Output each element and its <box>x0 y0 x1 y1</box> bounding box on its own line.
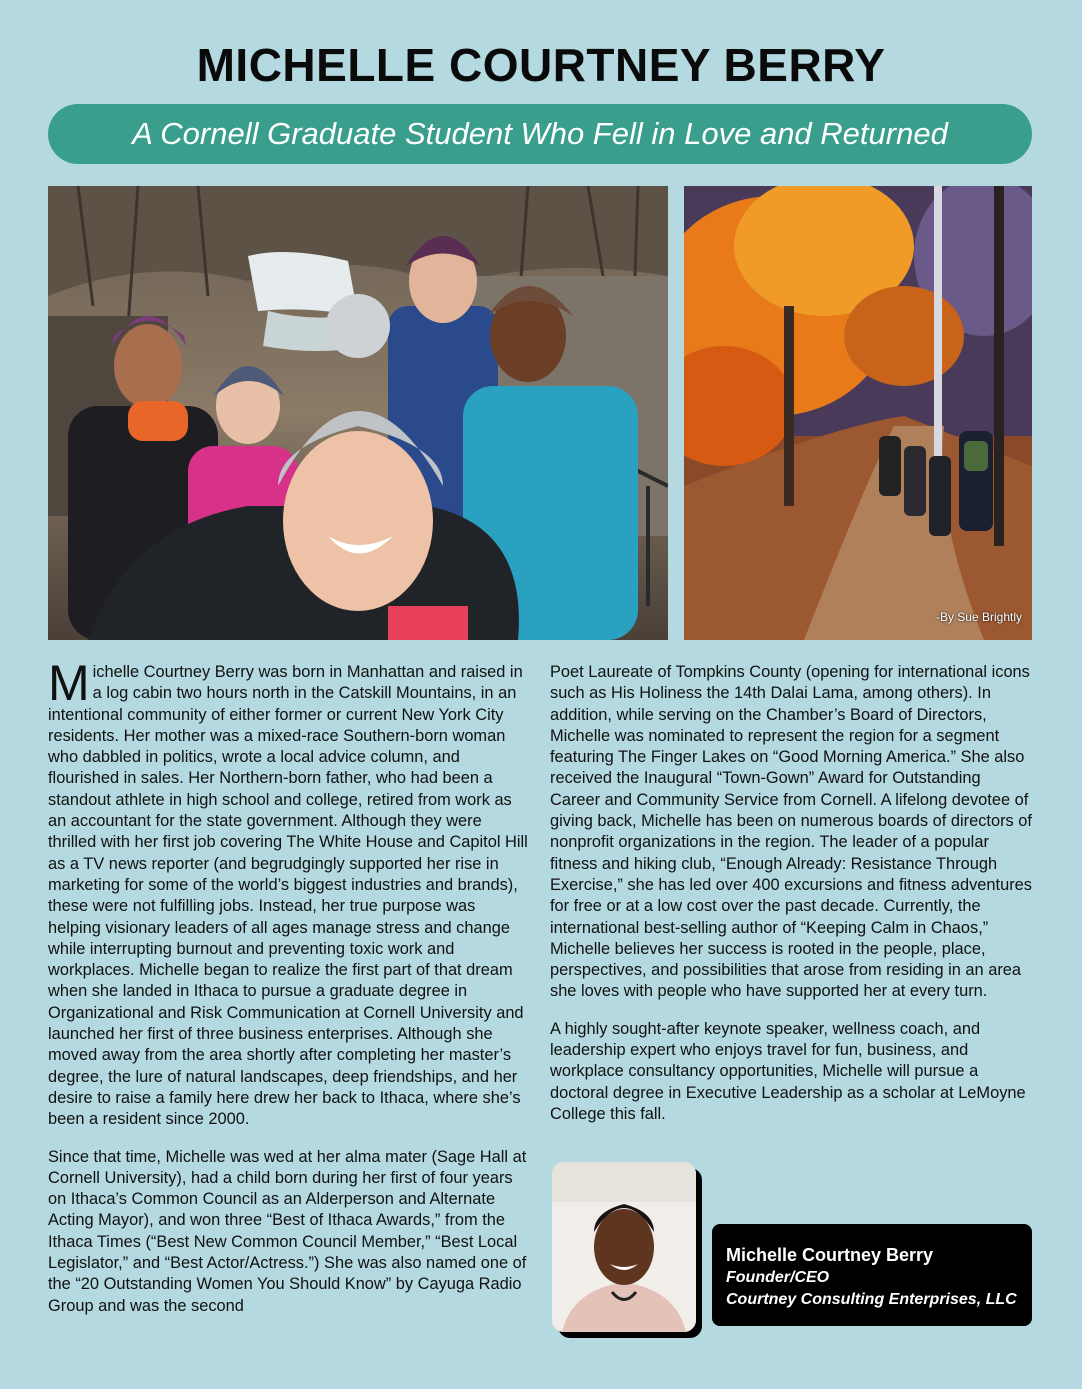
group-selfie-photo <box>48 186 668 640</box>
subtitle-banner <box>48 104 1032 164</box>
article-column-left <box>48 655 532 1333</box>
photo-credit: -By Sue Brightly <box>935 610 1022 624</box>
profile-card <box>712 1224 1032 1326</box>
profile-name: Michelle Courtney Berry <box>726 1245 934 1265</box>
article-column-right <box>550 662 1032 1141</box>
headshot-frame <box>552 1162 702 1338</box>
article-paragraph: Poet Laureate of Tompkins County (opening for international icons such as His Holiness the 14th Dalai Lama, among others). In addition, while serving on the Chamber’s Board of Directors, Michelle was nominated to represent the region for a segment featuring The Finger Lakes on “Good Morning America.” She also received the Inaugural “Town-Gown” Award for Outstanding Career and Community Service from Cornell. A lifelong devotee of giving back, Michelle has been on numerous boards of directors of nonprofit organizations in the region. The leader of a popular fitness and hiking club, “Enough Already: Resistance Through Exercise,” she has led over 400 excursions and fitness adventures for free or at a low cost over the past decade. Currently, the international best-selling author of “Keeping Calm in Chaos,” Michelle believes her success is rooted in the people, place, perspectives, and possibilities that arose from residing in an area she loves with people who have supported her at every turn. <box>550 663 1032 1001</box>
article-paragraph: Since that time, Michelle was wed at her alma mater (Sage Hall at Cornell University), had a child born during her first of four years on Ithaca’s Common Council as an Alderperson and Alternate Acting Mayor), and won three “Best of Ithaca Awards,” from the Ithaca Times (“Best New Common Council Member,” “Best Local Legislator,” and “Best Actor/Actress.”) She was also named one of the “20 Outstanding Women You Should Know” by Cayuga Radio Group and was the second <box>48 1147 527 1315</box>
page-title: MICHELLE COURTNEY BERRY <box>196 39 886 91</box>
drop-cap: M <box>48 655 90 711</box>
headshot-photo <box>552 1162 696 1332</box>
autumn-hike-photo <box>684 186 1032 640</box>
profile-company: Courtney Consulting Enterprises, LLC <box>726 1291 1017 1308</box>
subtitle-text: A Cornell Graduate Student Who Fell in Love and Returned <box>132 116 948 151</box>
article-paragraph: A highly sought-after keynote speaker, wellness coach, and leadership expert who enjoys travel for fun, business, and workplace consultancy opportunities, Michelle will pursue a doctoral degree in Executive Leadership as a scholar at LeMoyne College this fall. <box>550 1019 1026 1123</box>
article-paragraph: Michelle Courtney Berry was born in Manhattan and raised in a log cabin two hours north in the Catskill Mountains, in an intentional community of either former or current New York City residents. Her mother was a mixed-race Southern-born woman who dabbled in politics, wrote a local advice column, and flourished in sales. Her Northern-born father, who had been a standout athlete in high school and college, retired from work as an accountant for the state government. Although they were thrilled with her first job covering The White House and Capitol Hill as a TV news reporter (and begrudgingly supported her rise in marketing for some of the world’s biggest industries and brands), these were not fulfilling jobs. Instead, her true purpose was helping visionary leaders of all ages manage stress and change while interrupting burnout and preventing toxic work and workplaces. Michelle began to realize the first part of that dream when she landed in Ithaca to pursue a graduate degree in Organizational and Risk Communication at Cornell University and launched her first of three business enterprises. Although she moved away from the area shortly after completing her master’s degree, the lure of natural landscapes, deep friendships, and her desire to raise a family here drew her back to Ithaca, where she’s been a resident since 2000. <box>48 655 528 1129</box>
profile-role: Founder/CEO <box>726 1269 830 1286</box>
